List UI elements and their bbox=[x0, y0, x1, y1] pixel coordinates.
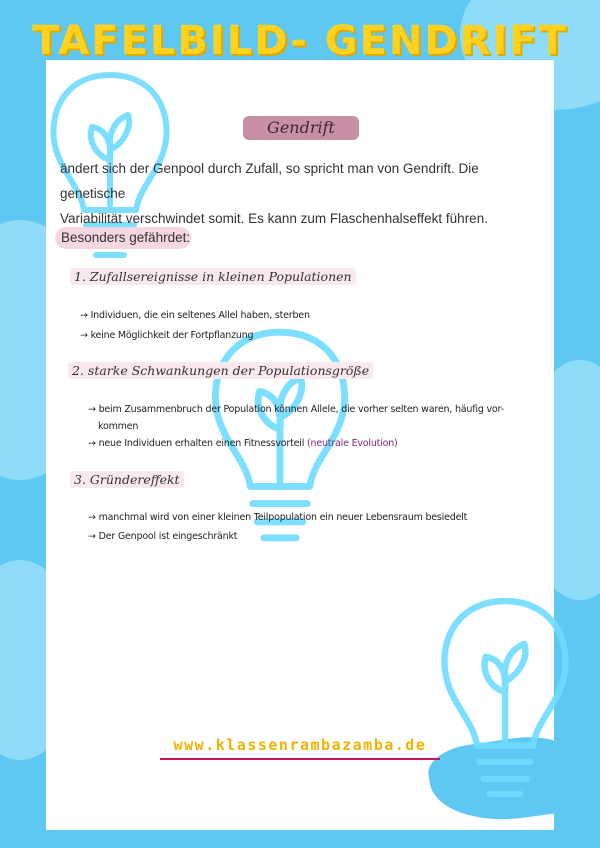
bullet-point: → Individuen, die ein seltenes Allel haben, sterben bbox=[80, 310, 310, 321]
bullet-point bbox=[88, 438, 398, 449]
page-title: TAFELBILD- GENDRIFT bbox=[32, 18, 568, 64]
bullet-point: → beim Zusammenbruch der Population können Allele, die vorher selten waren, häufig vor- bbox=[88, 404, 504, 415]
website-link[interactable]: www.klassenrambazamba.de bbox=[173, 736, 427, 754]
bullet-note: (neutrale Evolution) bbox=[307, 438, 398, 449]
website-underline bbox=[160, 758, 440, 760]
intro-line: Variabilität verschwindet somit. Es kann zum Flaschenhalseffekt führen. bbox=[60, 211, 488, 226]
section-title: 2. starke Schwankungen der Populationsgröße bbox=[68, 362, 373, 379]
section-title: 3. Gründereffekt bbox=[70, 471, 184, 488]
bullet-text: → neue Individuen erhalten einen Fitnessvorteil bbox=[88, 438, 305, 449]
bullet-point: → Der Genpool ist eingeschränkt bbox=[88, 531, 238, 542]
bullet-point: → manchmal wird von einer kleinen Teilpopulation ein neuer Lebensraum besiedelt bbox=[88, 512, 468, 523]
section-title: 1. Zufallsereignisse in kleinen Populationen bbox=[70, 268, 356, 285]
subheading: Besonders gefährdet: bbox=[55, 227, 191, 249]
bullet-point: kommen bbox=[98, 421, 139, 432]
intro-line: ändert sich der Genpool durch Zufall, so spricht man von Gendrift. Die genetische bbox=[60, 161, 479, 201]
lightbulb-icon bbox=[430, 590, 580, 805]
topic-heading: Gendrift bbox=[243, 116, 359, 140]
bullet-point: → keine Möglichkeit der Fortpflanzung bbox=[80, 330, 254, 341]
intro-text bbox=[60, 156, 530, 231]
